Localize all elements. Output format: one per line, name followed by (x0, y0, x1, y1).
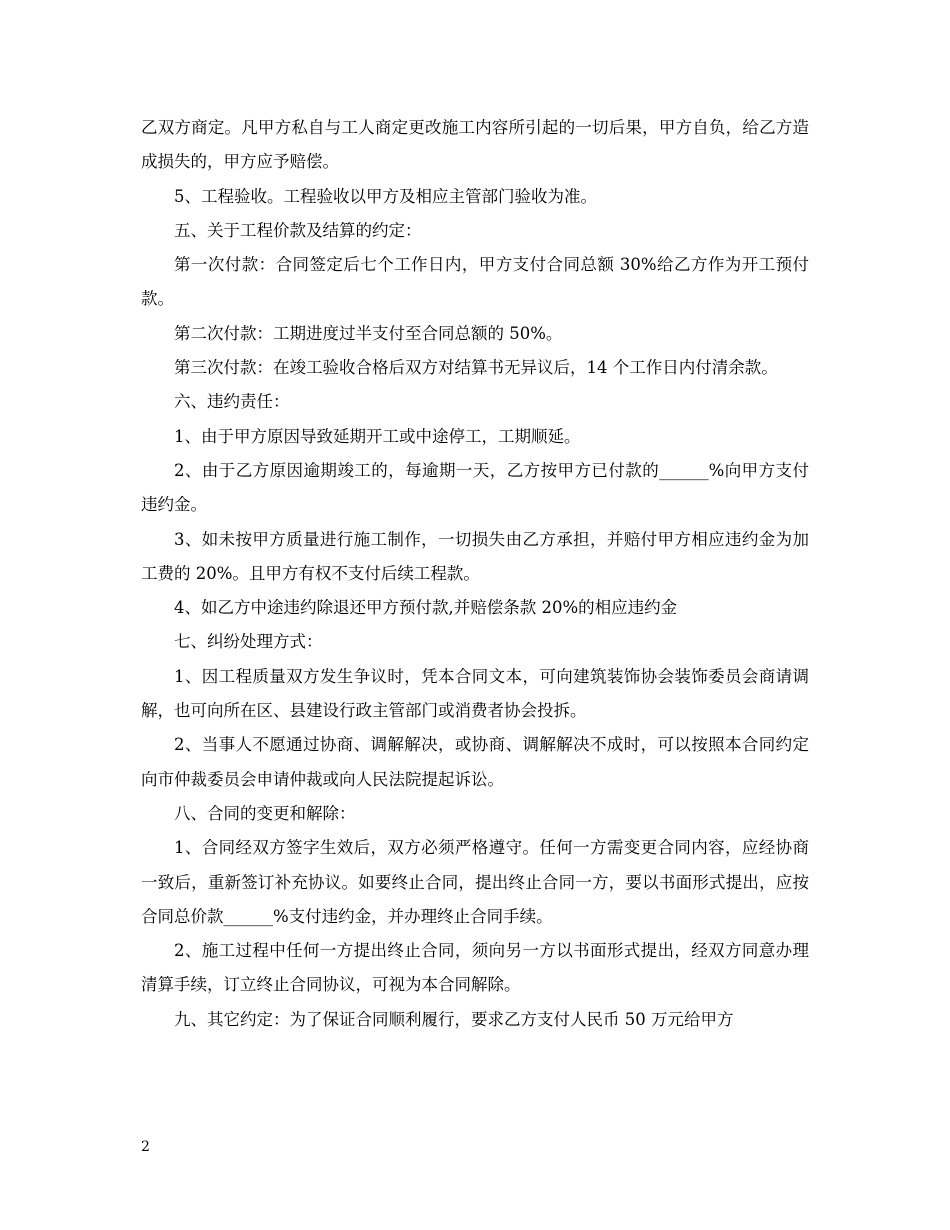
paragraph: 5、工程验收。工程验收以甲方及相应主管部门验收为准。 (174, 186, 597, 206)
section-heading: 七、纠纷处理方式： (174, 632, 323, 652)
paragraph: 第一次付款：合同签定后七个工作日内，甲方支付合同总额 30%给乙方作为开工预付款。 (141, 255, 809, 309)
paragraph: 第二次付款：工期进度过半支付至合同总额的 50%。 (174, 323, 563, 343)
paragraph: 第三次付款：在竣工验收合格后双方对结算书无异议后，14 个工作日内付清余款。 (174, 358, 778, 378)
section-heading: 六、违约责任： (174, 392, 290, 412)
paragraph: 4、如乙方中途违约除退还甲方预付款,并赔偿条款 20%的相应违约金 (174, 598, 678, 618)
paragraph: 1、因工程质量双方发生争议时，凭本合同文本，可向建筑装饰协会装饰委员会商请调解，也可向所在区、县建设行政主管部门或消费者协会投拆。 (141, 666, 809, 721)
page-number: 2 (141, 1139, 150, 1155)
paragraph: 乙双方商定。凡甲方私自与工人商定更改施工内容所引起的一切后果，甲方自负，给乙方造成损失的，甲方应予赔偿。 (141, 118, 809, 172)
paragraph: 3、如未按甲方质量进行施工制作，一切损失由乙方承担，并赔付甲方相应违约金为加工费的 20%。且甲方有权不支付后续工程款。 (141, 529, 809, 583)
paragraph: 九、其它约定：为了保证合同顺利履行，要求乙方支付人民币 50 万元给甲方 (174, 1009, 734, 1029)
section-heading: 八、合同的变更和解除： (174, 803, 356, 823)
paragraph: 1、由于甲方原因导致延期开工或中途停工，工期顺延。 (174, 426, 581, 446)
paragraph: 2、由于乙方原因逾期竣工的，每逾期一天，乙方按甲方已付款的______%向甲方支付违约金。 (141, 460, 809, 515)
paragraph: 2、当事人不愿通过协商、调解解决，或协商、调解解决不成时，可以按照本合同约定向市仲裁委员会申请仲裁或向人民法院提起诉讼。 (141, 735, 809, 789)
section-heading: 五、关于工程价款及结算的约定： (174, 220, 422, 240)
paragraph: 1、合同经双方签字生效后，双方必须严格遵守。任何一方需变更合同内容，应经协商一致后，重新签订补充协议。如要终止合同，提出终止合同一方，要以书面形式提出，应按合同总价款______%支付违约金，并办理终止合同手续。 (141, 838, 809, 926)
document-body (141, 111, 809, 1037)
paragraph: 2、施工过程中任何一方提出终止合同，须向另一方以书面形式提出，经双方同意办理清算手续，订立终止合同协议，可视为本合同解除。 (141, 941, 809, 995)
